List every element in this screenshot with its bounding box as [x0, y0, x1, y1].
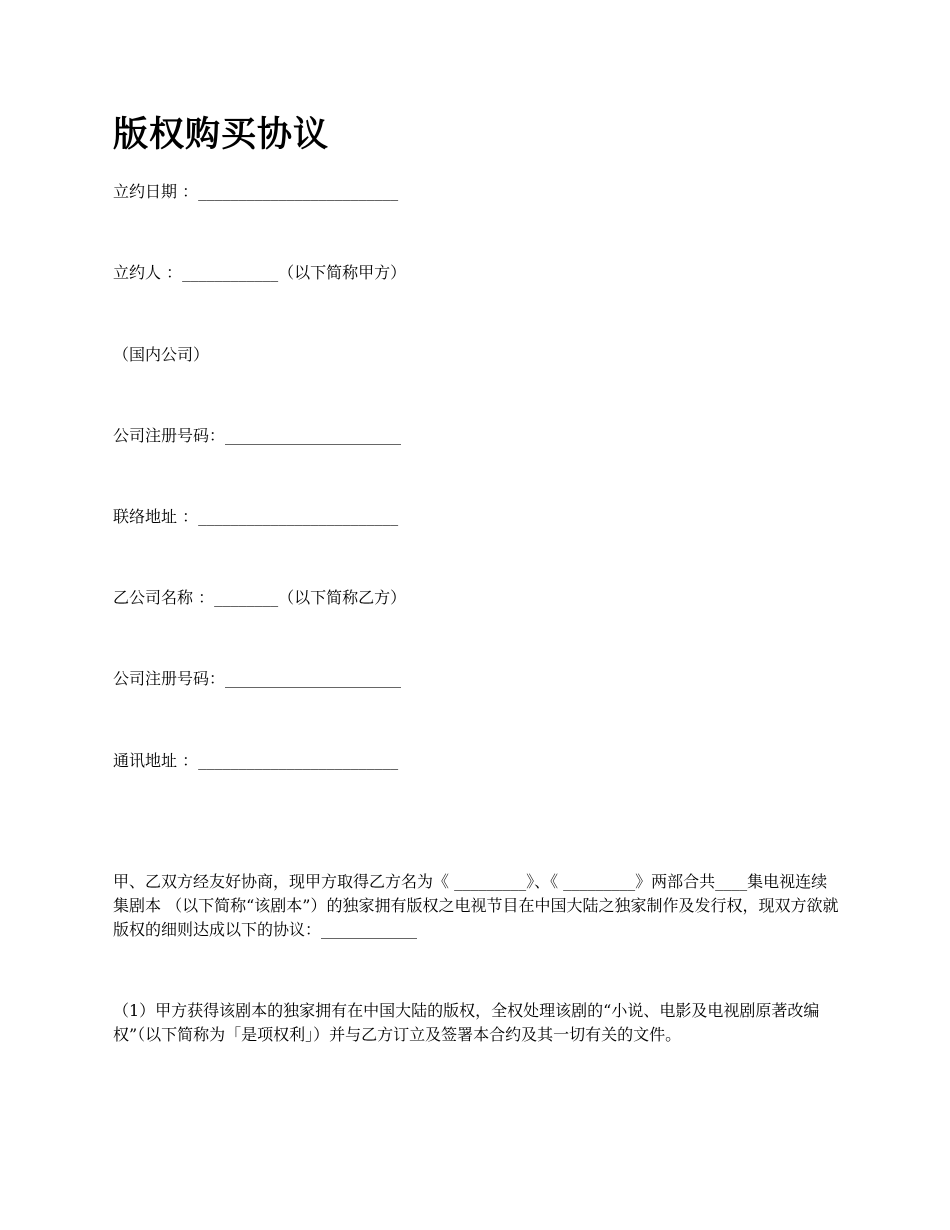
document-title: 版权购买协议 — [113, 115, 330, 155]
reg-number-a-field: 公司注册号码：______________________ — [113, 426, 402, 445]
domestic-company-note: （国内公司） — [113, 345, 210, 364]
party-b-name-field: 乙公司名称 ：________（以下简称乙方） — [113, 588, 407, 607]
party-a-field: 立约人 ：____________（以下简称甲方） — [113, 263, 407, 282]
intro-paragraph: 甲、乙双方经友好协商，现甲方取得乙方名为《 _________》、《 _________》两部合共____集电视连续集剧本 （以下简称“该剧本”）的独家拥有版权之电视节目在中国大陆之独家制作及发行权，现双方欲就版权的细则达成以下的协议：____________ — [113, 872, 839, 939]
contact-address-field: 联络地址 ：_________________________ — [113, 507, 399, 526]
reg-number-b-field: 公司注册号码：______________________ — [113, 669, 402, 688]
clause-1-paragraph: （1）甲方获得该剧本的独家拥有在中国大陆的版权，全权处理该剧的“小说、电影及电视剧原著改编权”（以下简称为「是项权利」）并与乙方订立及签署本合约及其一切有关的文件。 — [113, 1001, 820, 1044]
mailing-address-field: 通讯地址 ：_________________________ — [113, 751, 399, 770]
sign-date-field: 立约日期 ：_________________________ — [113, 182, 399, 201]
